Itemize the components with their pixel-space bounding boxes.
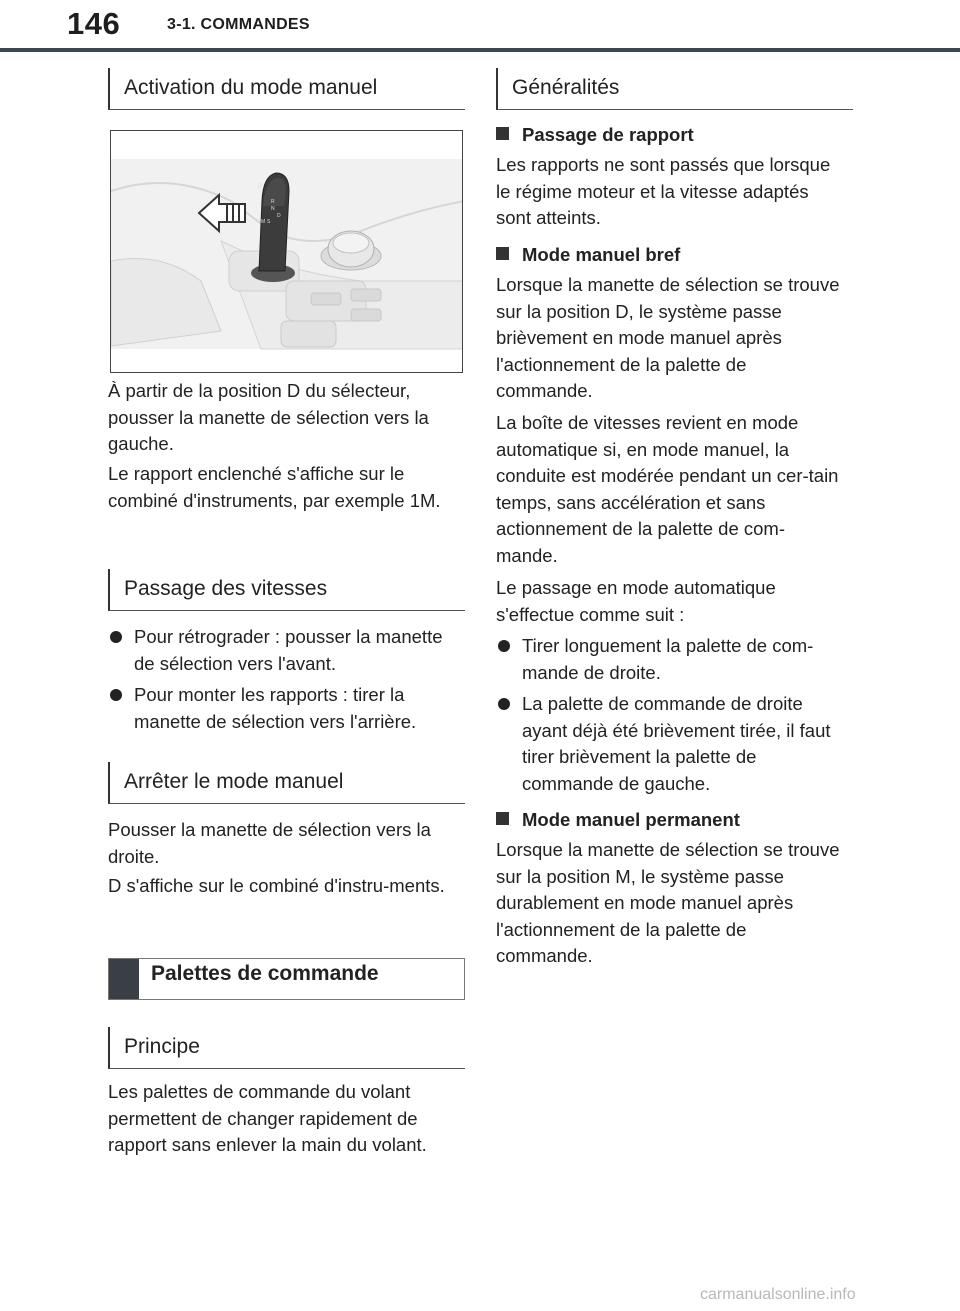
principe-paragraph-1: Les palettes de commande du volant permettent de changer rapidement de rapport sans enlever la main du volant. xyxy=(108,1081,427,1155)
activation-paragraph-2: Le rapport enclenché s'affiche sur le combiné d'instruments, par exemple 1M. xyxy=(108,463,441,511)
section-arreter-heading xyxy=(108,762,465,804)
section-activation-title: Activation du mode manuel xyxy=(124,76,378,99)
passage-bullet-2 xyxy=(106,682,466,735)
passage-bullet-1-text: Pour rétrograder : pousser la manette de sélection vers l'avant. xyxy=(134,626,443,674)
subheading-mode-permanent xyxy=(496,809,862,831)
gear-selector-illustration xyxy=(110,130,463,373)
watermark: carmanualsonline.info xyxy=(700,1286,856,1303)
mode-permanent-paragraph: Lorsque la manette de sélection se trouve sur la position M, le système passe durablement en mode manuel après l'actionnement de la palette de commande. xyxy=(496,839,840,966)
mode-bref-paragraph-1: Lorsque la manette de sélection se trouve sur la position D, le système passe brièvement en mode manuel après l'actionnement de la palette de commande. xyxy=(496,274,840,401)
heading-dark-bar xyxy=(109,959,139,999)
activation-paragraph-1: À partir de la position D du sélecteur, pousser la manette de sélection vers la gauche. xyxy=(108,380,429,454)
passage-rapport-paragraph: Les rapports ne sont passés que lorsque le régime moteur et la vitesse adaptés sont atteints. xyxy=(496,154,831,228)
lever-letter-p: P xyxy=(258,184,263,190)
subheading-mode-bref xyxy=(496,244,862,266)
chapter-title: 3-1. COMMANDES xyxy=(167,16,310,33)
gear-selector-svg xyxy=(111,131,463,373)
arreter-paragraph-1: Pousser la manette de sélection vers la droite. xyxy=(108,819,431,867)
lever-letter-d: D xyxy=(277,213,281,219)
mode-bref-paragraph-2: La boîte de vitesses revient en mode automatique si, en mode manuel, la conduite est modérée pendant un cer-tain temps, sans accélération et sans actionnement de la palette de com-mande. xyxy=(496,412,839,566)
subheading-passage-rapport-text: Passage de rapport xyxy=(522,124,694,145)
section-principe-heading xyxy=(108,1027,465,1069)
passage-bullet-2-text: Pour monter les rapports : tirer la manette de sélection vers l'arrière. xyxy=(134,684,417,732)
lever-letter-r: R xyxy=(271,199,275,205)
square-bullet-icon xyxy=(496,247,509,260)
mode-bref-paragraph-3: Le passage en mode automatique s'effectue comme suit : xyxy=(496,577,776,625)
lever-letter-n: N xyxy=(271,206,275,212)
section-arreter-title: Arrêter le mode manuel xyxy=(124,770,344,793)
subheading-mode-permanent-text: Mode manuel permanent xyxy=(522,809,740,830)
lever-letter-s: S xyxy=(267,219,271,225)
section-passage-heading xyxy=(108,569,465,611)
lever-letter-m: M xyxy=(261,219,266,225)
page-number: 146 xyxy=(67,6,121,41)
section-palettes-title: Palettes de commande xyxy=(151,962,379,985)
square-bullet-icon xyxy=(496,127,509,140)
subheading-passage-rapport xyxy=(496,124,862,146)
section-principe-title: Principe xyxy=(124,1035,200,1058)
section-palettes-heading xyxy=(108,958,465,1000)
bullet-dot-icon xyxy=(498,698,510,710)
mode-bref-bullet-1-text: Tirer longuement la palette de com-mande de droite. xyxy=(522,635,814,683)
arreter-paragraph-2: D s'affiche sur le combiné d'instru-ments. xyxy=(108,875,445,896)
section-activation-heading xyxy=(108,68,465,110)
bullet-dot-icon xyxy=(110,689,122,701)
bullet-dot-icon xyxy=(498,640,510,652)
header-rule xyxy=(0,48,960,52)
mode-bref-bullet-2 xyxy=(494,691,834,797)
subheading-mode-bref-text: Mode manuel bref xyxy=(522,244,681,265)
passage-bullet-1 xyxy=(106,624,466,677)
square-bullet-icon xyxy=(496,812,509,825)
mode-bref-bullet-1 xyxy=(494,633,844,686)
section-passage-title: Passage des vitesses xyxy=(124,577,328,600)
mode-bref-bullet-2-text: La palette de commande de droite ayant déjà été brièvement tirée, il faut tirer brièvement la palette de commande de gauche. xyxy=(522,693,831,794)
section-generalites-heading xyxy=(496,68,853,110)
bullet-dot-icon xyxy=(110,631,122,643)
section-generalites-title: Généralités xyxy=(512,76,620,99)
